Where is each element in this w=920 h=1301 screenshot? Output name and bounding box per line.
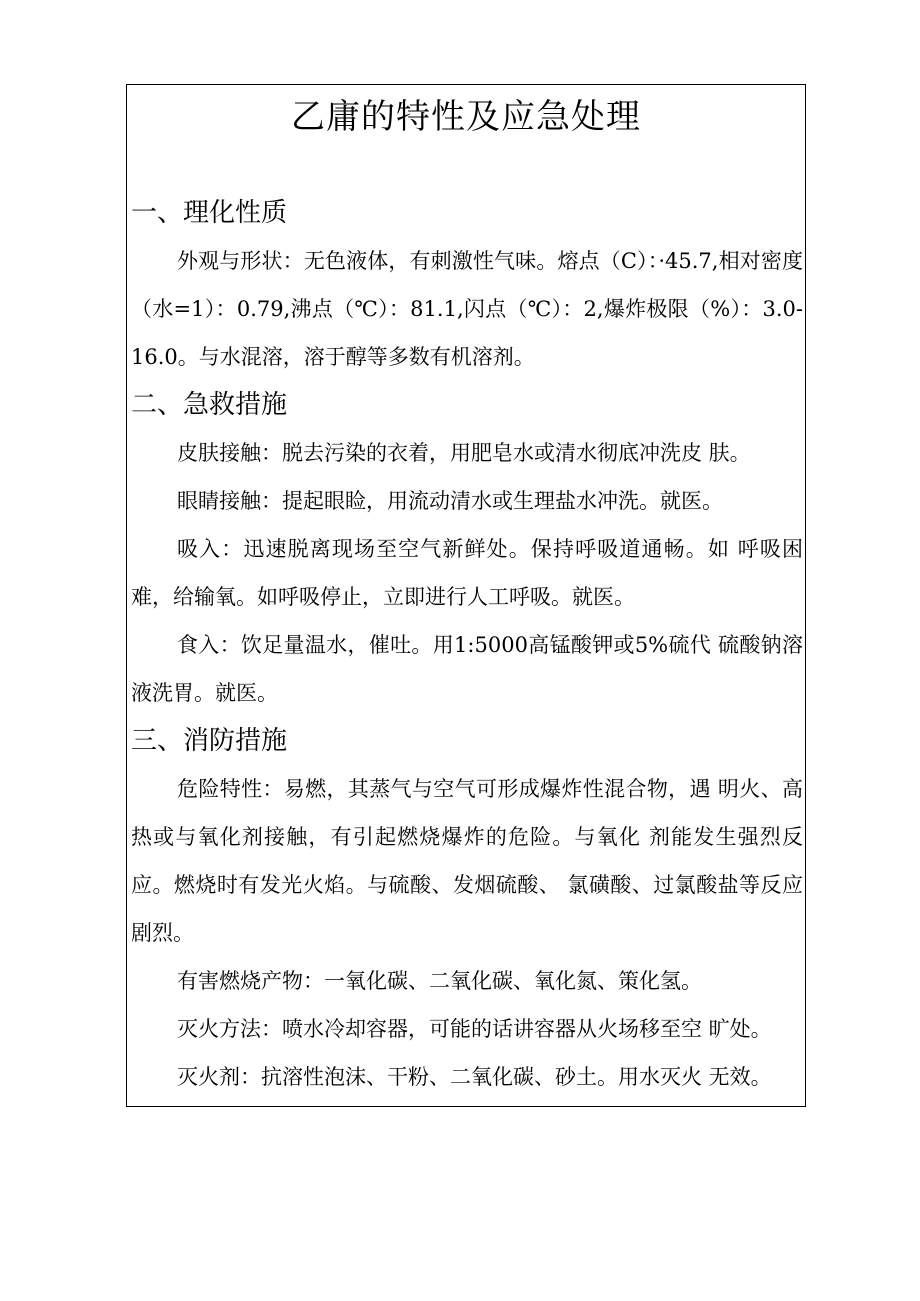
paragraph-extinguishing-agent: 灭火剂：抗溶性泡沫、干粉、二氧化碳、砂土。用水灭火 无效。 bbox=[177, 1065, 772, 1089]
paragraph-extinguishing-method: 灭火方法：喷水冷却容器，可能的话讲容器从火场移至空 旷处。 bbox=[177, 1017, 772, 1041]
paragraph-appearance: 外观与形状：无色液体，有刺激性气味。熔点（C）：·45.7,相对密度（水=1）：0.79,沸点（℃）：81.1,闪点（℃）：2,爆炸极限（%）：3.0-16.0。与水混溶，溶于醇等多数有机溶剂。 bbox=[131, 249, 803, 369]
document-frame bbox=[126, 84, 806, 1107]
section-heading-properties: 一、理化性质 bbox=[131, 198, 288, 228]
paragraph-ingestion: 食入：饮足量温水，催吐。用1:5000高锰酸钾或5%硫代 硫酸钠溶液洗胃。就医。 bbox=[131, 633, 803, 705]
paragraph-hazard-properties: 危险特性：易燃，其蒸气与空气可形成爆炸性混合物，遇 明火、高热或与氧化剂接触，有引起燃烧爆炸的危险。与氧化 剂能发生强烈反应。燃烧时有发光火焰。与硫酸、发烟硫酸、 氯磺酸、过氯酸盐等反应剧烈。 bbox=[131, 777, 803, 945]
document-title: 乙庸的特性及应急处理 bbox=[291, 97, 641, 137]
paragraph-skin-contact: 皮肤接触：脱去污染的衣着，用肥皂水或清水彻底冲洗皮 肤。 bbox=[177, 441, 751, 465]
paragraph-eye-contact: 眼睛接触：提起眼睑，用流动清水或生理盐水冲洗。就医。 bbox=[177, 489, 723, 513]
section-heading-fire-fighting: 三、消防措施 bbox=[131, 726, 288, 756]
document-body bbox=[131, 189, 803, 1101]
paragraph-combustion-products: 有害燃烧产物：一氧化碳、二氧化碳、氧化氮、策化氢。 bbox=[177, 969, 702, 993]
paragraph-inhalation: 吸入：迅速脱离现场至空气新鲜处。保持呼吸道通畅。如 呼吸困难，给输氧。如呼吸停止，立即进行人工呼吸。就医。 bbox=[131, 537, 803, 609]
section-heading-first-aid: 二、急救措施 bbox=[131, 390, 288, 420]
